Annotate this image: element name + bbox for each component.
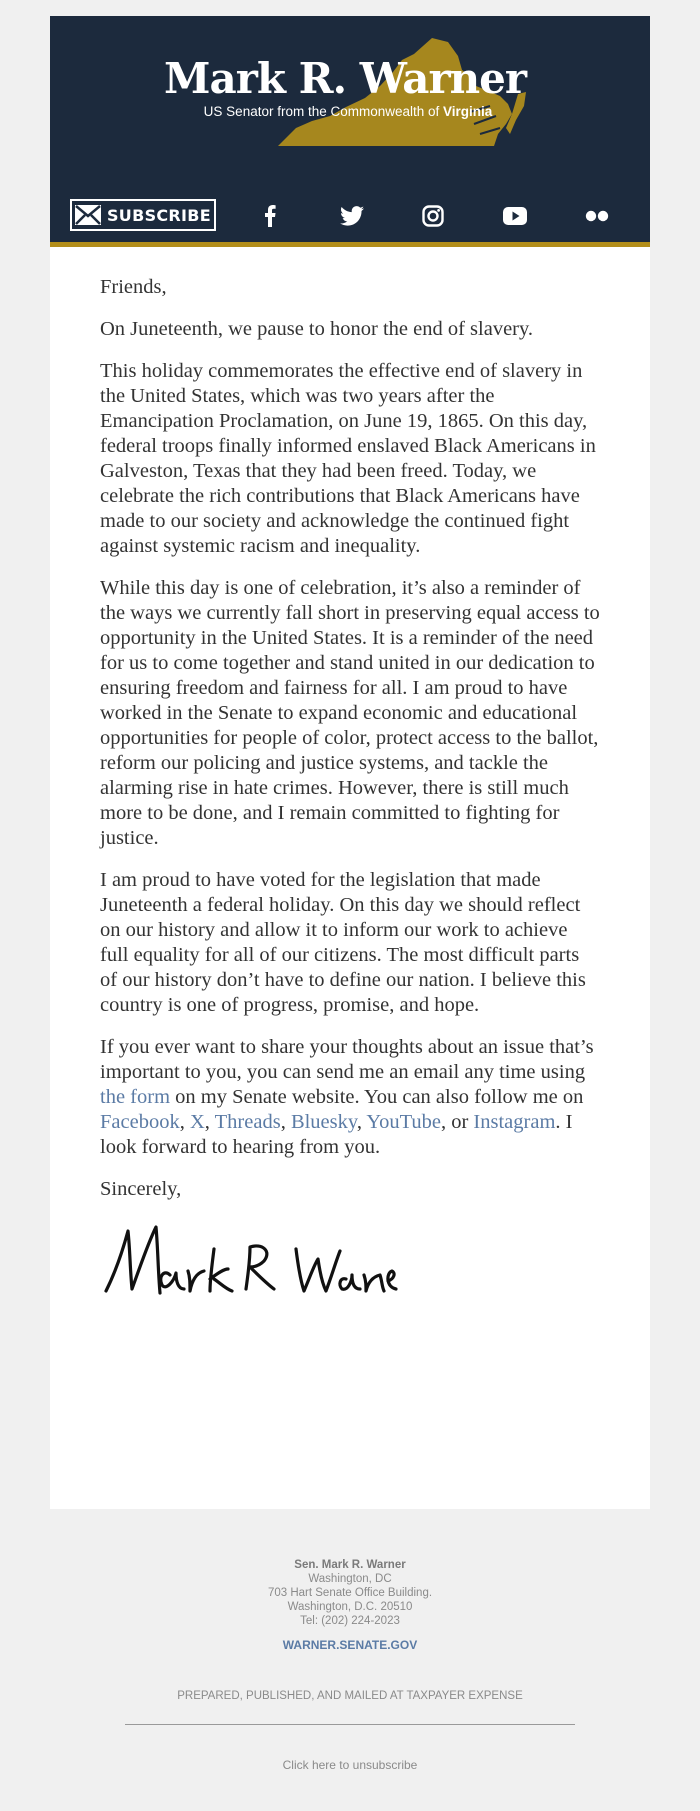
footer-address: 703 Hart Senate Office Building. xyxy=(267,1587,433,1599)
bluesky-link[interactable]: Bluesky xyxy=(290,1111,357,1133)
greeting: Friends, xyxy=(100,276,167,298)
subscribe-label: SUBSCRIBE xyxy=(106,205,212,225)
instagram-icon[interactable] xyxy=(421,204,445,228)
email-footer xyxy=(0,1558,700,1772)
footer-divider xyxy=(125,1724,575,1725)
subscribe-button[interactable] xyxy=(70,199,216,231)
disclaimer: PREPARED, PUBLISHED, AND MAILED AT TAXPAYER EXPENSE xyxy=(177,1690,523,1702)
twitter-icon[interactable] xyxy=(340,204,364,228)
footer-name: Sen. Mark R. Warner xyxy=(294,1559,406,1571)
signature-graphic xyxy=(100,1219,400,1299)
paragraph-1: On Juneteenth, we pause to honor the end of slavery. xyxy=(100,318,534,340)
envelope-icon xyxy=(75,205,101,225)
social-bar xyxy=(50,196,650,242)
youtube-icon[interactable] xyxy=(503,204,527,228)
paragraph-2: This holiday commemorates the effective end of slavery in the United States, which was two years after the Emancipation Proclamation, on June 19, 1865. On this day, federal troops finally informed enslaved Black Americans in Galveston, Texas that they had been freed. Today, we celebrate the rich contributions that Black Americans have made to our society and acknowledge the continued fight against systemic racism and inequality. xyxy=(100,360,596,557)
facebook-icon[interactable] xyxy=(258,204,282,228)
website-link[interactable]: WARNER.SENATE.GOV xyxy=(282,1638,418,1652)
closing: Sincerely, xyxy=(100,1178,182,1200)
x-link[interactable]: X xyxy=(189,1111,205,1133)
email-container xyxy=(50,16,650,1509)
footer-city: Washington, DC xyxy=(308,1573,392,1585)
sender-subtitle: US Senator from the Commonwealth of Virginia xyxy=(203,104,493,119)
flickr-icon[interactable] xyxy=(585,204,609,228)
youtube-link[interactable]: YouTube xyxy=(366,1111,441,1133)
paragraph-3: While this day is one of celebration, it’s also a reminder of the ways we currently fall short in preserving equal access to opportunity in the United States. It is a reminder of the need for us to come together and stand united in our dedication to ensuring freedom and fairness for all. I am proud to have worked in the Senate to expand economic and educational opportunities for people of color, protect access to the ballot, reform our policing and justice systems, and tackle the alarming rise in hate crimes. However, there is still much more to be done, and I remain committed to fighting for justice. xyxy=(100,577,600,849)
letter-body xyxy=(50,247,650,1509)
sender-name: Mark R. Warner xyxy=(164,54,526,103)
unsubscribe-link[interactable]: Click here to unsubscribe xyxy=(282,1758,418,1772)
signature xyxy=(100,1219,600,1304)
paragraph-5: If you ever want to share your thoughts about an issue that’s important to you, you can send me an email any time using the form on my Senate website. You can also follow me on Facebook, X, Threads, Bluesky, YouTube, or Instagram. I look forward to hearing from you. xyxy=(100,1036,594,1158)
contact-form-link[interactable]: the form xyxy=(100,1086,171,1108)
footer-phone: Tel: (202) 224-2023 xyxy=(300,1615,400,1627)
instagram-link[interactable]: Instagram xyxy=(473,1111,556,1133)
footer-city-zip: Washington, D.C. 20510 xyxy=(287,1601,413,1613)
header-gold-divider xyxy=(50,242,650,247)
threads-link[interactable]: Threads xyxy=(214,1111,281,1133)
email-header xyxy=(50,16,650,247)
facebook-link[interactable]: Facebook xyxy=(100,1111,180,1133)
paragraph-4: I am proud to have voted for the legislation that made Juneteenth a federal holiday. On this day we should reflect on our history and allow it to inform our work to achieve full equality for all of our citizens. The most difficult parts of our history don’t have to define our nation. I believe this country is one of progress, promise, and hope. xyxy=(100,869,586,1016)
